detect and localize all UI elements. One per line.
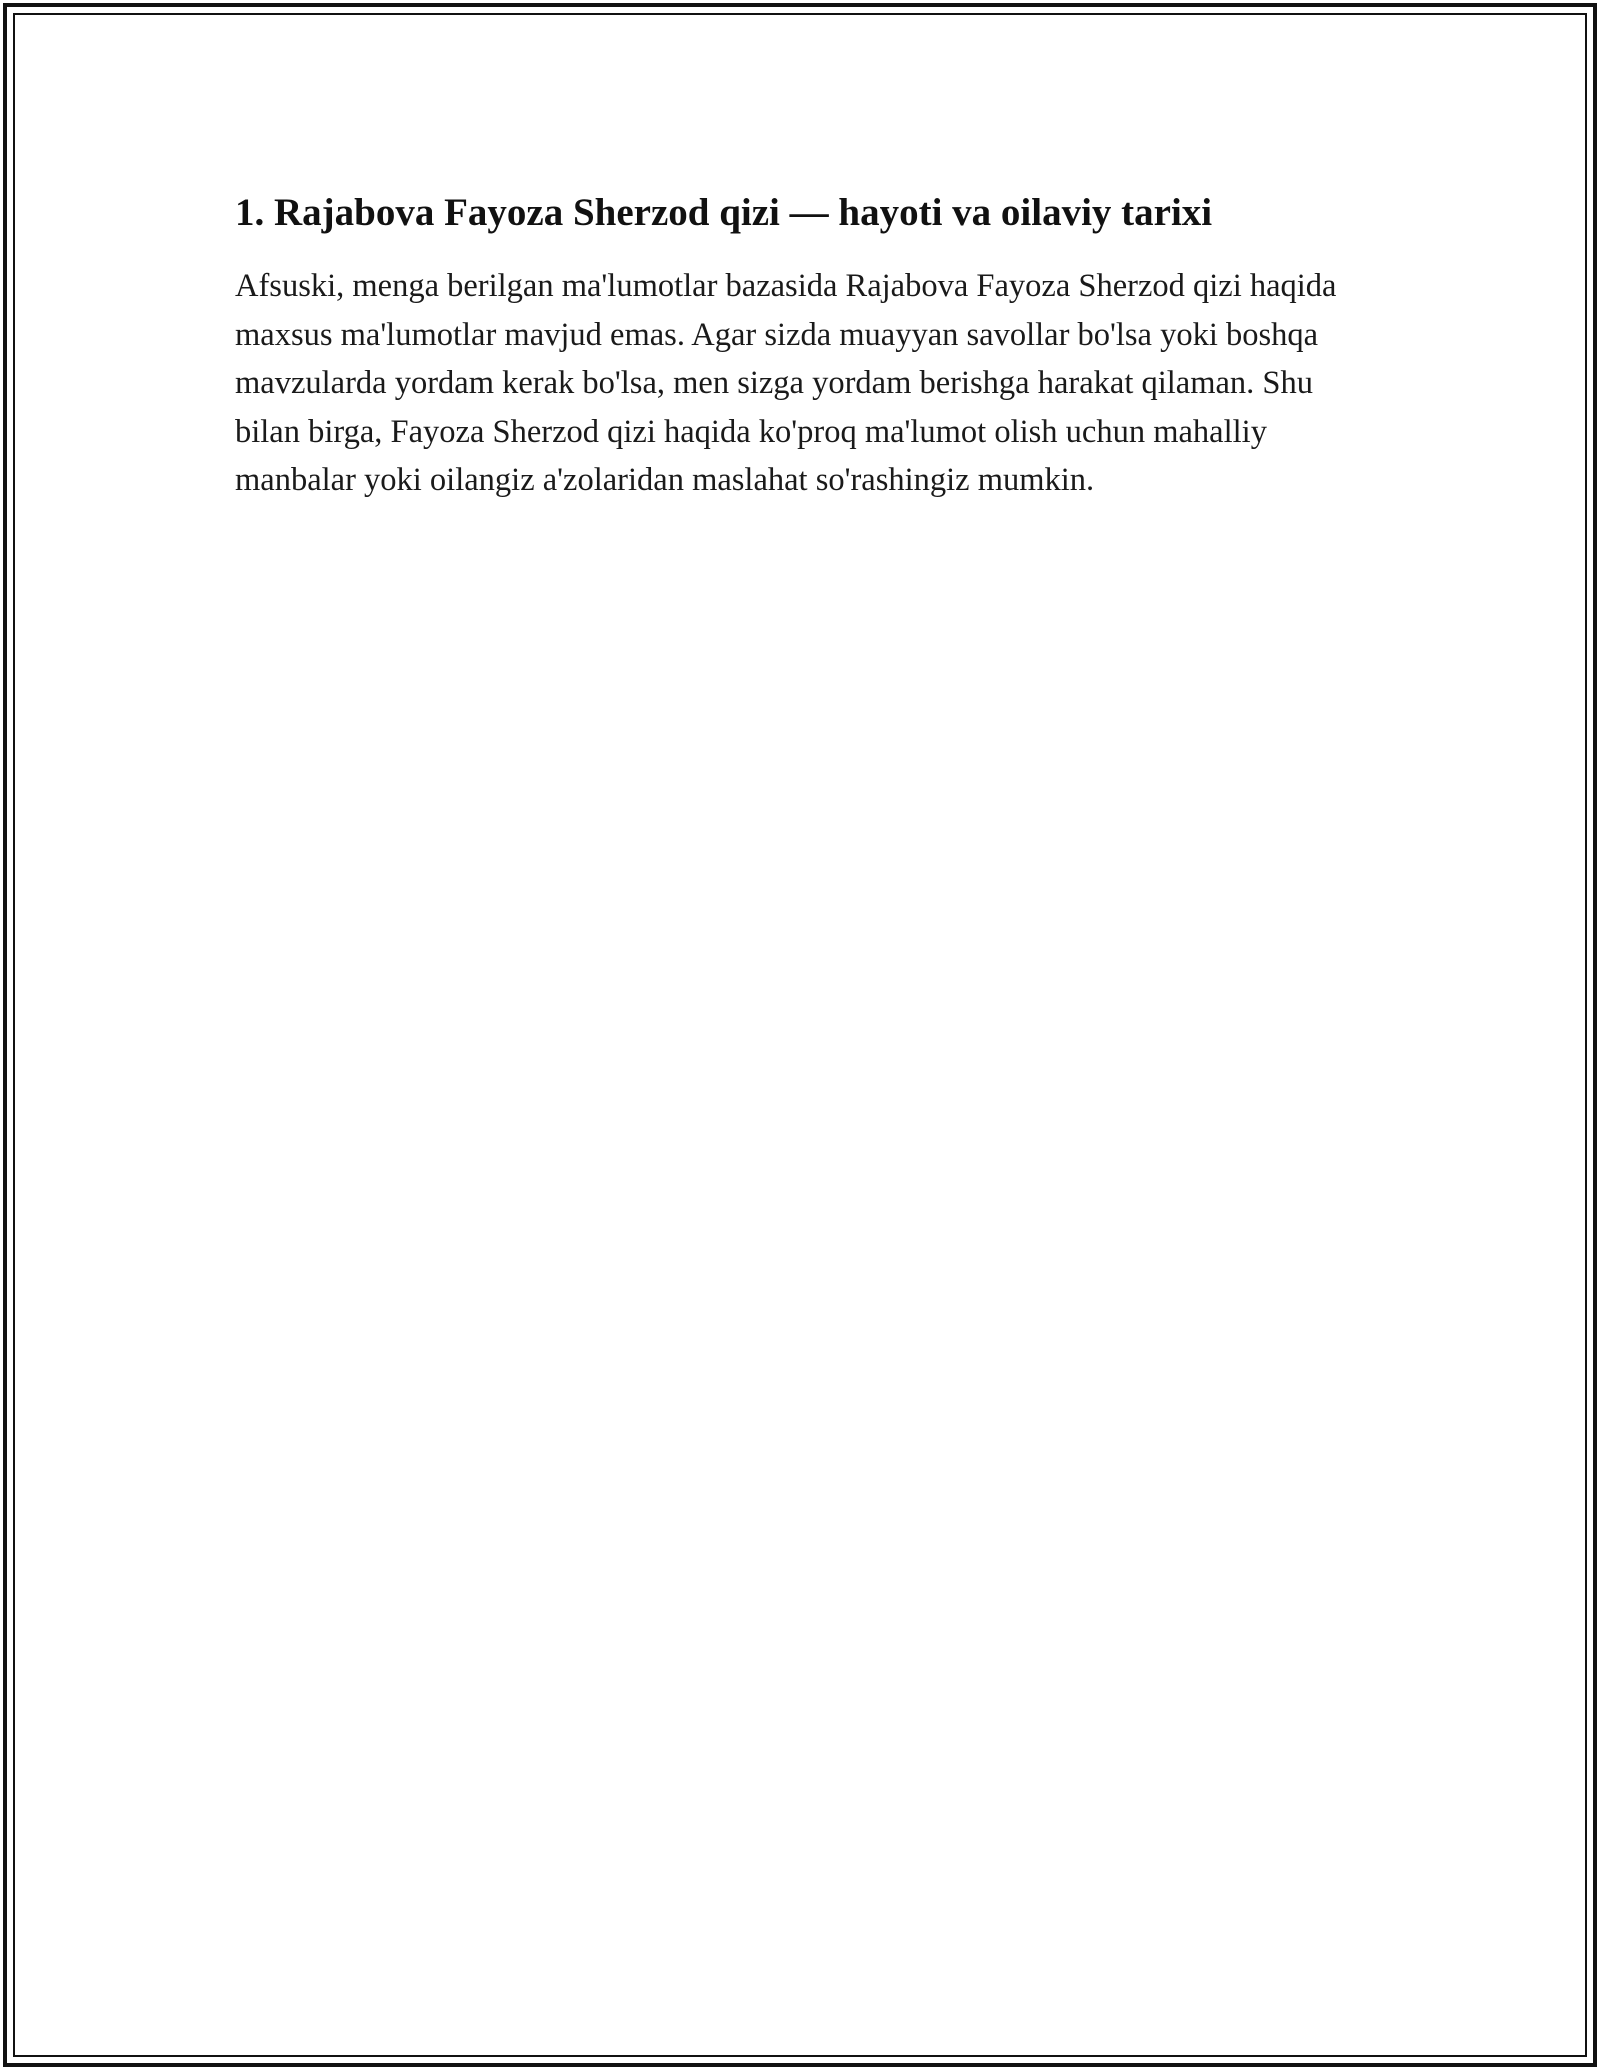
- document-content: [235, 186, 1365, 505]
- body-paragraph: Afsuski, menga berilgan ma'lumotlar bazasida Rajabova Fayoza Sherzod qizi haqida maxsus ma'lumotlar mavjud emas. Agar sizda muayyan savollar bo'lsa yoki boshqa mavzularda yordam kerak bo'lsa, men sizga yordam berishga harakat qilaman. Shu bilan birga, Fayoza Sherzod qizi haqida ko'proq ma'lumot olish uchun mahalliy manbalar yoki oilangiz a'zolaridan maslahat so'rashingiz mumkin.: [235, 268, 1337, 498]
- section-heading: 1. Rajabova Fayoza Sherzod qizi — hayoti va oilaviy tarixi: [235, 191, 1213, 234]
